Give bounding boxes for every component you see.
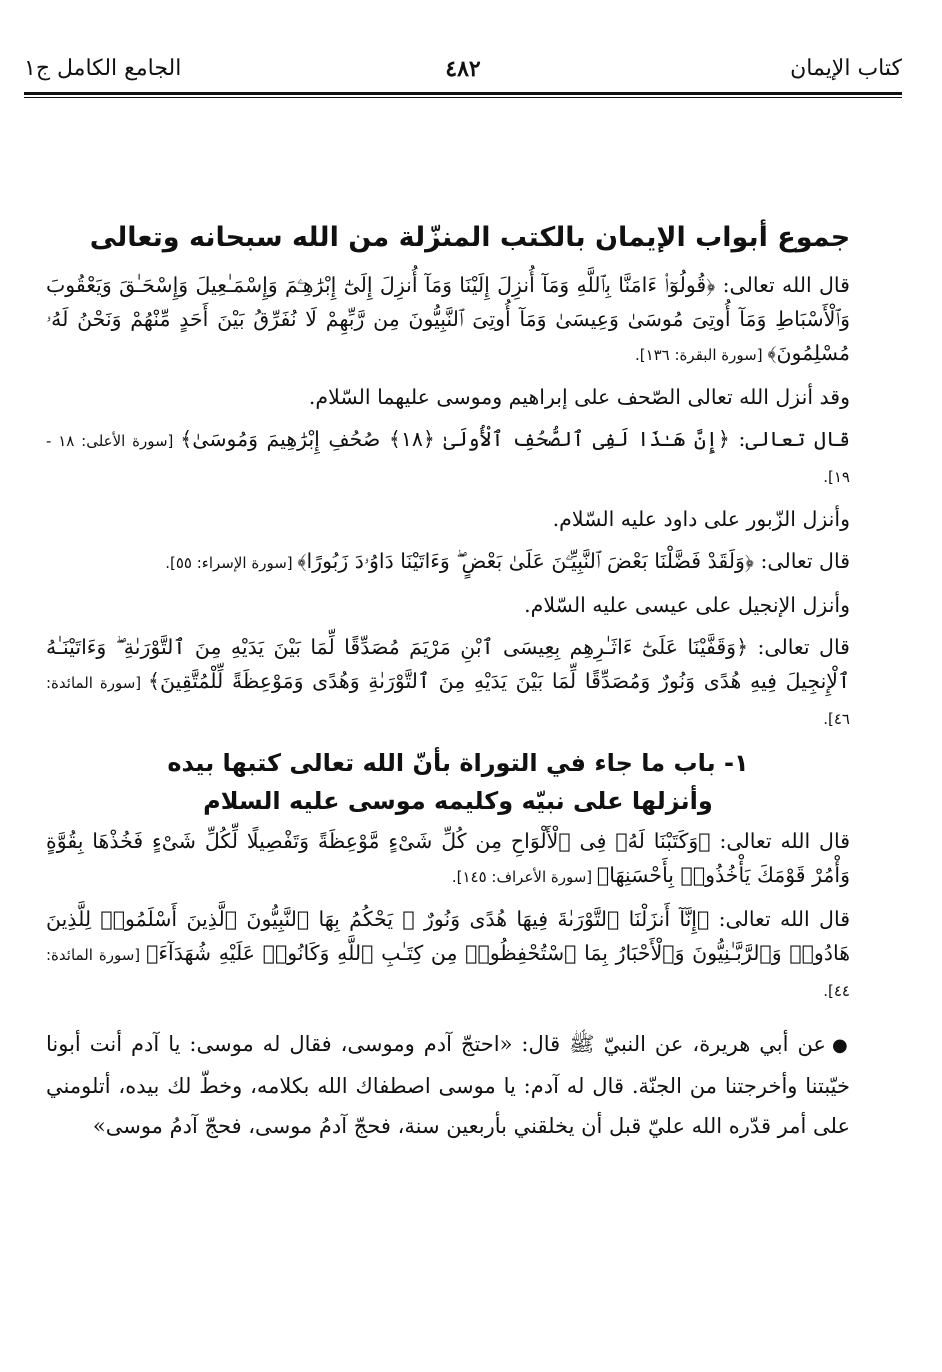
paragraph-injil: وأنزل الإنجيل على عيسى عليه السّلام.: [524, 593, 850, 617]
chapter-heading-line2: وأنزلها على نبيّه وكليمه موسى عليه السلام: [203, 787, 713, 815]
hadith-paragraph: [46, 1024, 850, 1146]
quran-verse: ﴿وَلَقَدْ فَضَّلْنَا بَعْضَ ٱلنَّبِيِّـۧنَ عَلَىٰ بَعْضٍ ۖ وَءَاتَيْنَا دَاوُۥدَ زَبُورًا﴾: [297, 549, 754, 573]
running-header: [24, 52, 902, 92]
paragraph-baqarah: [46, 268, 850, 372]
chapter-heading: [46, 744, 870, 820]
quran-verse: ﴿قُولُوٓا۟ ءَامَنَّا بِٱللَّهِ وَمَآ أُنزِلَ إِلَيْنَا وَمَآ أُنزِلَ إِلَىٰٓ إِبْرَٰهِـۧمَ وَإِسْمَـٰعِيلَ وَإِسْحَـٰقَ وَيَعْقُوبَ وَٱلْأَسْبَاطِ وَمَآ أُوتِىَ مُوسَىٰ وَعِيسَىٰ وَمَآ أُوتِىَ ٱلنَّبِيُّونَ مِن رَّبِّهِمْ لَا نُفَرِّقُ بَيْنَ أَحَدٍ مِّنْهُمْ وَنَحْنُ لَهُۥ مُسْلِمُونَ﴾: [46, 273, 850, 365]
page-body: [46, 218, 850, 1154]
paragraph-ala: [46, 422, 850, 494]
section-heading: جموع أبواب الإيمان بالكتب المنزّلة من الله سبحانه وتعالى: [89, 222, 851, 253]
hadith-text: عن أبي هريرة، عن النبيّ ﷺ قال: «احتجّ آدم وموسى، فقال له موسى: يا آدم أنت أبونا خيّبتنا وأخرجتنا من الجنّة. قال له آدم: يا موسى اصطفاك الله بكلامه، وخطّ لك بيده، أتلومني على أمر قدّره الله عليّ قبل أن يخلقني بأربعين سنة، فحجّ آدمُ موسى، فحجّ آدمُ موسى»: [46, 1032, 850, 1138]
surah-reference: [سورة الإسراء: ٥٥].: [165, 554, 298, 572]
book-section-title: كتاب الإيمان: [790, 56, 902, 81]
paragraph-isra: [46, 544, 850, 580]
chapter-heading-line1: ١- باب ما جاء في التوراة بأنّ الله تعالى كتبها بيده: [167, 749, 749, 777]
paragraph-maidah-46: [46, 630, 850, 736]
intro-text: قال تعالى:: [753, 549, 850, 573]
surah-reference: [سورة المائدة: ٤٦].: [46, 674, 850, 728]
surah-reference: [سورة الأعراف: ١٤٥].: [451, 868, 597, 886]
intro-text: قال تعالى:: [748, 635, 850, 659]
paragraph-maidah-44: [46, 902, 850, 1008]
paragraph-araf: [46, 824, 850, 894]
intro-text: قال الله تعالى:: [710, 829, 851, 853]
quran-verse: ﴿وَكَتَبْنَا لَهُۥ فِى ٱلْأَلْوَاحِ مِن كُلِّ شَىْءٍ مَّوْعِظَةً وَتَفْصِيلًا لِّكُلِّ شَىْءٍ فَخُذْهَا بِقُوَّةٍ وَأْمُرْ قَوْمَكَ يَأْخُذُوا۟ بِأَحْسَنِهَا﴾: [46, 829, 850, 887]
intro-text: قال الله تعالى:: [715, 273, 850, 297]
book-title-volume: الجامع الكامل ج١: [24, 56, 182, 81]
header-rule: [24, 92, 902, 98]
intro-text: قال الله تعالى:: [709, 907, 850, 931]
surah-reference: [سورة البقرة: ١٣٦].: [634, 346, 768, 364]
quran-verse: ﴿وَقَفَّيْنَا عَلَىٰٓ ءَاثَـٰرِهِم بِعِيسَى ٱبْنِ مَرْيَمَ مُصَدِّقًا لِّمَا بَيْنَ يَدَيْهِ مِنَ ٱلتَّوْرَىٰةِ ۖ وَءَاتَيْنَـٰهُ ٱلْإِنجِيلَ فِيهِ هُدًى وَنُورٌ وَمُصَدِّقًا لِّمَا بَيْنَ يَدَيْهِ مِنَ ٱلتَّوْرَىٰةِ وَهُدًى وَمَوْعِظَةً لِّلْمُتَّقِينَ﴾: [46, 635, 850, 693]
paragraph-zabur: وأنزل الزّبور على داود عليه السّلام.: [552, 507, 850, 531]
surah-reference: [سورة المائدة: ٤٤].: [46, 946, 850, 1000]
surah-reference: [سورة الأعلى: ١٨ - ١٩].: [46, 432, 850, 486]
bullet-icon: ●: [831, 1035, 850, 1056]
page-number: ٤٨٢: [445, 56, 481, 82]
intro-text: قال تعالى:: [729, 427, 850, 451]
paragraph-suhuf: وقد أنزل الله تعالى الصّحف على إبراهيم وموسى عليهما السّلام.: [308, 385, 850, 409]
quran-verse: ﴿إِنَّ هَـٰذَا لَفِى ٱلصُّحُفِ ٱلْأُولَىٰ ﴿١٨﴾ صُحُفِ إِبْرَٰهِيمَ وَمُوسَىٰ﴾: [180, 427, 730, 451]
quran-verse: ﴿إِنَّآ أَنزَلْنَا ٱلتَّوْرَىٰةَ فِيهَا هُدًى وَنُورٌ ۚ يَحْكُمُ بِهَا ٱلنَّبِيُّونَ ٱلَّذِينَ أَسْلَمُوا۟ لِلَّذِينَ هَادُوا۟ وَٱلرَّبَّـٰنِيُّونَ وَٱلْأَحْبَارُ بِمَا ٱسْتُحْفِظُوا۟ مِن كِتَـٰبِ ٱللَّهِ وَكَانُوا۟ عَلَيْهِ شُهَدَآءَ﴾: [46, 907, 851, 965]
